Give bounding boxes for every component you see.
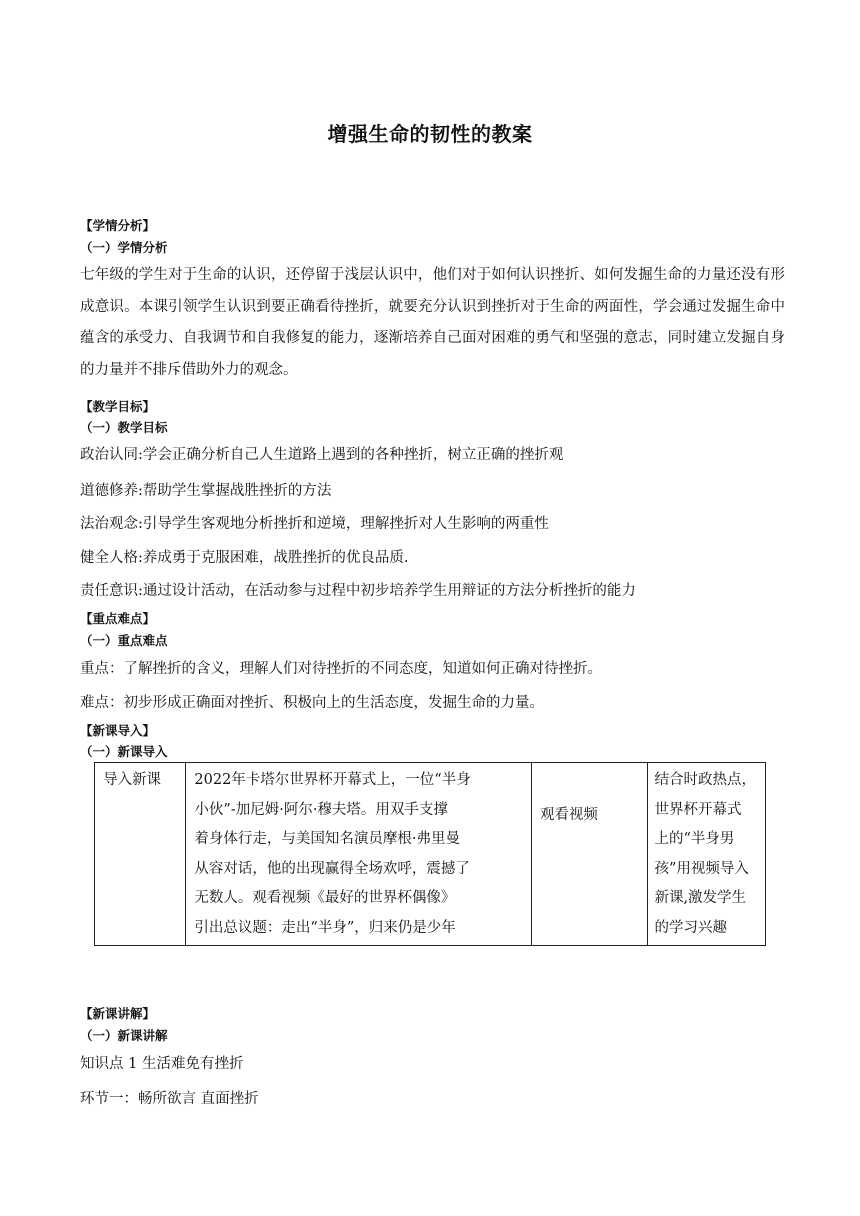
table-cell-content bbox=[186, 763, 532, 946]
stage-label: 导入新课 bbox=[103, 772, 161, 788]
lecture-line: 知识点 1 生活难免有挫折 bbox=[80, 1056, 244, 1072]
document-title: 增强生命的韧性的教案 bbox=[327, 122, 533, 146]
activity-label: 观看视频 bbox=[539, 807, 598, 823]
analysis-paragraph: 七年级的学生对于生命的认识，还停留于浅层认识中，他们对于如何认识挫折、如何发掘生命的力量还没有形成意识。本课引领学生认识到要正确看待挫折，就要充分认识到挫折对于生命的两面性，学会通过发掘生命中蕴含的承受力、自我调节和自我修复的能力，逐渐培养自己面对困难的勇气和坚强的意志，同时建立发掘自身的力量并不排斥借助外力的观念。 bbox=[80, 267, 785, 378]
keypoint-line: 重点：了解挫折的含义，理解人们对待挫折的不同态度，知道如何正确对待挫折。 bbox=[80, 661, 602, 677]
content-line: 2022年卡塔尔世界杯开幕式上，一位“半身 bbox=[194, 772, 471, 788]
intent-line: 世界杯开幕式 bbox=[654, 801, 742, 818]
lecture-line: 环节一：畅所欲言 直面挫折 bbox=[80, 1091, 259, 1107]
goal-line: 法治观念:引导学生客观地分析挫折和逆境，理解挫折对人生影响的两重性 bbox=[80, 516, 549, 532]
subheading-goals: （一）教学目标 bbox=[80, 420, 168, 435]
intro-table bbox=[94, 762, 766, 946]
content-line: 无数人。观看视频《最好的世界杯偶像》 bbox=[194, 890, 456, 906]
subheading-analysis: （一）学情分析 bbox=[80, 240, 168, 255]
subheading-intro: （一）新课导入 bbox=[80, 744, 168, 759]
table-cell-intent bbox=[648, 763, 766, 946]
table-row bbox=[95, 763, 766, 946]
table-cell-activity bbox=[531, 763, 648, 946]
intent-line: 孩”用视频导入 bbox=[654, 860, 749, 877]
intent-line: 结合时政热点， bbox=[654, 772, 756, 788]
goal-line: 道德修养:帮助学生掌握战胜挫折的方法 bbox=[80, 483, 332, 499]
content-line: 小伙”-加尼姆·阿尔·穆夫塔。用双手支撑 bbox=[194, 801, 448, 818]
section-heading-intro: 【新课导入】 bbox=[80, 723, 156, 738]
subheading-keypoints: （一）重点难点 bbox=[80, 633, 168, 648]
keypoint-line: 难点：初步形成正确面对挫折、积极向上的生活态度，发掘生命的力量。 bbox=[80, 695, 544, 711]
intent-line: 新课,激发学生 bbox=[654, 890, 747, 906]
section-heading-goals: 【教学目标】 bbox=[80, 399, 156, 414]
section-heading-analysis: 【学情分析】 bbox=[80, 218, 156, 233]
content-line: 着身体行走，与美国知名演员摩根·弗里曼 bbox=[194, 831, 461, 847]
section-heading-lecture: 【新课讲解】 bbox=[80, 1006, 156, 1021]
subheading-lecture: （一）新课讲解 bbox=[80, 1028, 168, 1043]
goal-line: 责任意识:通过设计活动，在活动参与过程中初步培养学生用辩证的方法分析挫折的能力 bbox=[80, 583, 636, 599]
content-line: 从容对话，他的出现赢得全场欢呼，震撼了 bbox=[194, 860, 470, 877]
section-heading-keypoints: 【重点难点】 bbox=[80, 611, 156, 626]
content-line: 引出总议题：走出“半身”，归来仍是少年 bbox=[194, 919, 456, 936]
intent-line: 上的“半身男 bbox=[654, 831, 735, 847]
goal-line: 政治认同:学会正确分析自己人生道路上遇到的各种挫折，树立正确的挫折观 bbox=[80, 447, 564, 463]
goal-line: 健全人格:养成勇于克服困难，战胜挫折的优良品质. bbox=[80, 550, 409, 566]
intent-line: 的学习兴趣 bbox=[654, 919, 727, 936]
table-cell-stage bbox=[95, 763, 186, 946]
